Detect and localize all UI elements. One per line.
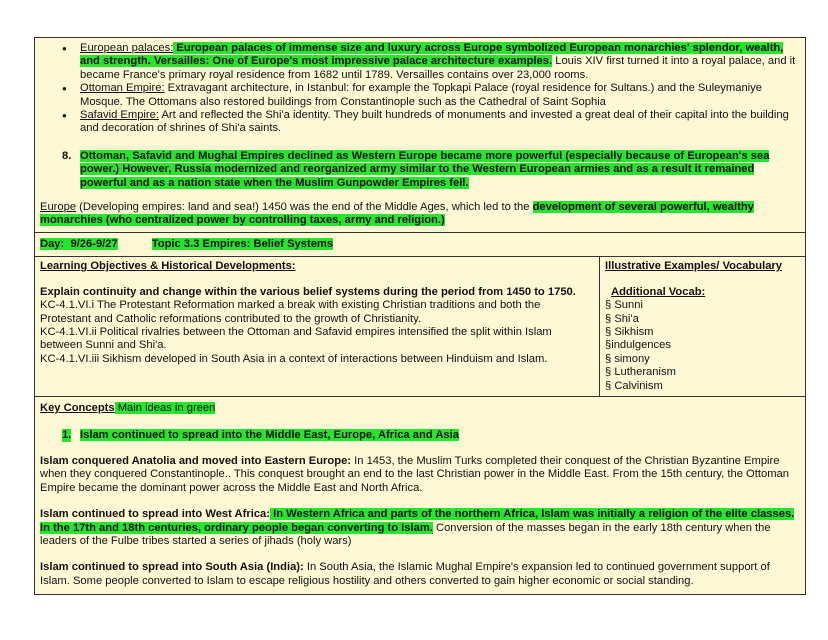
palaces-list [40, 42, 800, 136]
paragraph-highlight: In Western Africa and parts of the northern Africa, Islam was initially a religion of the elite classes. In the 17th and 18th centuries, ordinary people began converting to Islam. [40, 508, 795, 534]
key-point-1 [40, 429, 800, 442]
palaces-cell [35, 38, 805, 233]
europe-label: Europe [40, 201, 77, 214]
point-8-text: Ottoman, Safavid and Mughal Empires declined as Western Europe became more powerful (especially because of European's sea power.) However, Russia modernized and reorganized army similar to the Western European armies and as a result it remained powerful and as a nation state when the Muslim Gunpowder Empires fell. [80, 149, 770, 189]
point-number: 1. [62, 428, 72, 441]
objectives-heading: Learning Objectives & Historical Developments: [40, 260, 296, 273]
list-item-ottoman-empire [40, 82, 800, 109]
day-label: Day: 9/26-9/27 [40, 237, 118, 250]
europe-text: (Developing empires: land and sea!) 1450 was the end of the Middle Ages, which led to the [76, 201, 533, 214]
point-number: 8. [62, 149, 72, 162]
vocab-heading: Illustrative Examples/ Vocabulary [605, 260, 783, 273]
paragraph-text: In 1453, the Muslim Turks completed their conquest of the Christian Byzantine Empire when they conquered Constantinople.. This conquest brought an end to the last Christian power in the Middle East. From the 15th century, the Ottoman Empire became the dominant power across the Middle East and North Africa. [40, 454, 789, 494]
objectives-column [35, 257, 600, 396]
topic-title: Topic 3.3 Empires: Belief Systems [151, 237, 334, 250]
key-point-1-text: Islam continued to spread into the Middle East, Europe, Africa and Asia [80, 428, 459, 441]
paragraph-lead: Islam continued to spread into West Africa: [40, 508, 270, 521]
paragraph-text: In South Asia, the Islamic Mughal Empire's expansion led to continued government support of Islam. Some people converted to Islam to escape religious hostility and others converted to gain higher economic or social standing. [40, 561, 770, 587]
key-concepts-heading: Key Concepts [40, 402, 115, 415]
day-row [35, 233, 805, 257]
objective-item: KC-4.1.VI.ii Political rivalries between the Ottoman and Safavid empires intensified the split within Islam between Sunni and Shi'a. [40, 325, 552, 352]
item-label: Ottoman Empire: [80, 82, 165, 95]
item-text: Extravagant architecture, in Istanbul: for example the Topkapi Palace (royal residence for Sultans.) and the Suleymaniye Mosque. The Ottomans also restored buildings from Constantinople such as the Cathedral of Saint Sophia [80, 82, 762, 108]
key-concepts-note: Main ideas in green [114, 402, 216, 415]
item-label: Safavid Empire: [80, 109, 159, 122]
vocab-item: § Lutheranism [605, 366, 676, 379]
highlight-text: European palaces of immense size and luxury across Europe symbolized European monarchies' splendor, wealth, and strength. Versailles: One of Europe's most impressive palace architecture examples. [80, 42, 784, 68]
key-concepts-cell [35, 397, 805, 594]
objectives-row [35, 257, 805, 397]
concept-paragraph-south-asia [40, 561, 800, 588]
item-text: Art and reflected the Shi'a identity. They built hundreds of monuments and invested a great deal of their capital into the building and decoration of shrines of Shi'a saints. [80, 109, 789, 135]
list-item-european-palaces [40, 42, 800, 82]
objective-item: KC-4.1.VI.i The Protestant Reformation marked a break with existing Christian traditions and both the Protestant and Catholic reformations contributed to the growth of Christianity. [40, 299, 541, 325]
europe-highlight: development of several powerful, wealthy monarchies (who centralized power by controlling taxes, army and religion.) [40, 201, 754, 227]
paragraph-lead: Islam conquered Anatolia and moved into Eastern Europe: [40, 454, 352, 467]
key-concepts-header [40, 402, 800, 415]
paragraph-lead: Islam continued to spread into South Asia (India): [40, 561, 304, 574]
point-8 [40, 150, 800, 190]
objectives-intro: Explain continuity and change within the various belief systems during the period from 1450 to 1750. [40, 285, 576, 298]
vocab-item: § Sunni [605, 299, 643, 312]
vocab-item: § simony [605, 352, 650, 365]
list-item-safavid-empire [40, 109, 800, 136]
concept-paragraph-anatolia [40, 455, 800, 495]
vocab-item: § Shi'a [605, 312, 639, 325]
vocab-column [600, 257, 805, 396]
paragraph-text: Conversion of the masses began in the early 18th century when the leaders of the Fulbe tribes started a series of jihads (holy wars) [40, 521, 771, 547]
concept-paragraph-west-africa [40, 508, 800, 548]
vocab-subheading: Additional Vocab: [611, 285, 706, 298]
vocab-item: § Sikhism [605, 325, 654, 338]
europe-paragraph [40, 201, 800, 228]
item-label: European palaces: [80, 42, 174, 54]
item-text: Louis XIV first turned it into a royal palace, and it became France's primary royal residence from 1682 until 1789. Versailles contains over 23,000 rooms. [80, 55, 796, 81]
document-table [34, 37, 806, 595]
vocab-item: §indulgences [605, 339, 671, 352]
vocab-item: § Calvinism [605, 379, 663, 392]
objective-item: KC-4.1.VI.iii Sikhism developed in South Asia in a context of interactions between Hinduism and Islam. [40, 352, 548, 365]
